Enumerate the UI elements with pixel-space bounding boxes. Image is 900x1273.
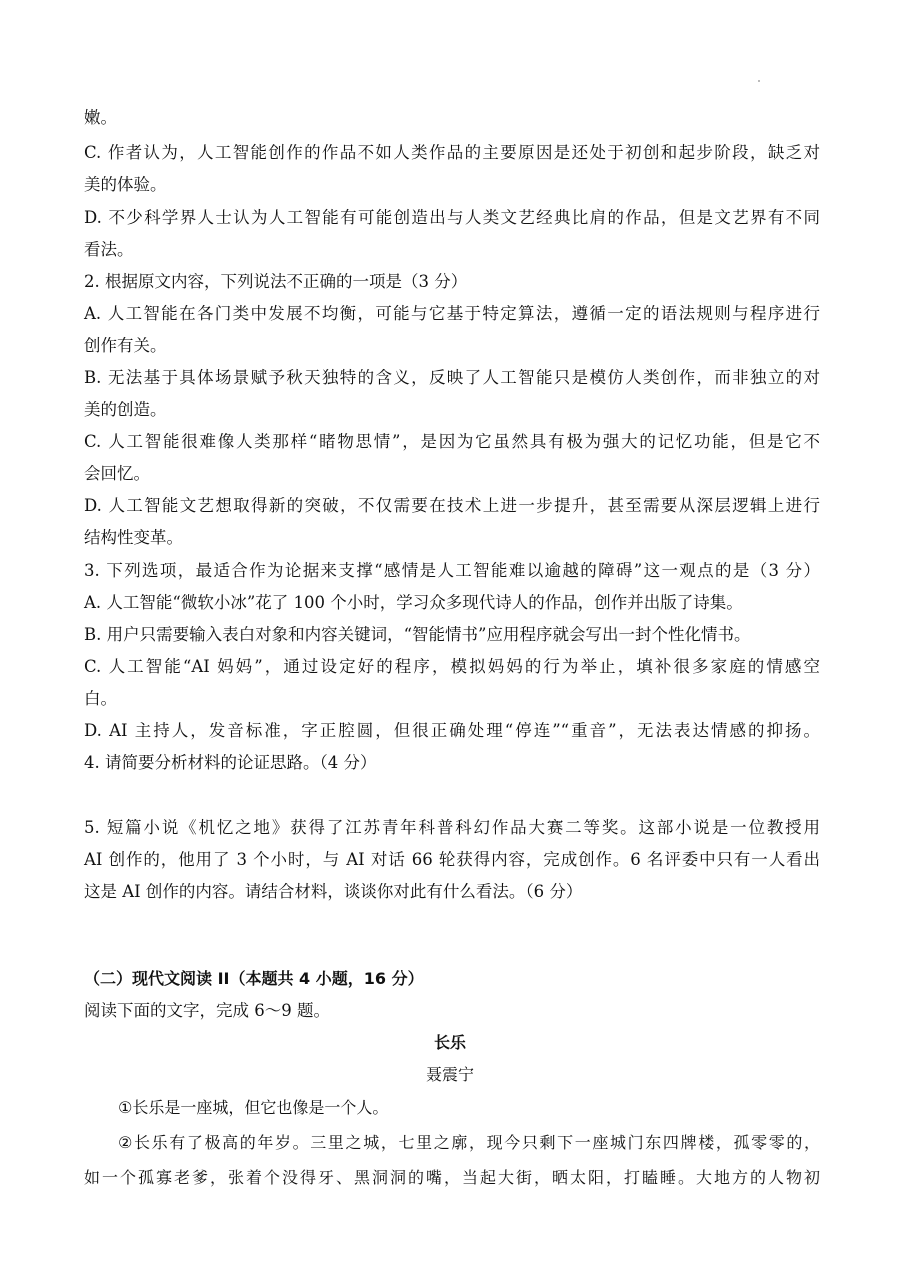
text-line: 嫩。	[84, 108, 117, 127]
option-c-line: C. 作者认为，人工智能创作的作品不如人类作品的主要原因是还处于初创和起步阶段，缺乏对	[84, 143, 820, 162]
text-line: 创作有关。	[84, 336, 167, 355]
text-line: 结构性变革。	[84, 528, 183, 547]
q3-option-a: A. 人工智能“微软小冰”花了 100 个小时，学习众多现代诗人的作品，创作并出版了诗集。	[84, 593, 743, 612]
section-instruction: 阅读下面的文字，完成 6～9 题。	[84, 1001, 330, 1020]
question-5-line: AI 创作的，他用了 3 个小时，与 AI 对话 66 轮获得内容，完成创作。6 名评委中只有一人看出	[84, 850, 820, 869]
q3-option-c-line: C. 人工智能“AI 妈妈”，通过设定好的程序，模拟妈妈的行为举止，填补很多家庭的情感空	[84, 657, 820, 676]
q3-option-b: B. 用户只需要输入表白对象和内容关键词，“智能情书”应用程序就会写出一封个性化情书。	[84, 625, 751, 644]
q2-option-c-line: C. 人工智能很难像人类那样“睹物思情”，是因为它虽然具有极为强大的记忆功能，但是它不	[84, 432, 820, 451]
text-line: 美的体验。	[84, 175, 167, 194]
question-2: 2. 根据原文内容，下列说法不正确的一项是（3 分）	[84, 272, 468, 291]
option-d-line: D. 不少科学界人士认为人工智能有可能创造出与人类文艺经典比肩的作品，但是文艺界有不同	[84, 208, 820, 227]
text-line: 美的创造。	[84, 400, 167, 419]
q2-option-a-line: A. 人工智能在各门类中发展不均衡，可能与它基于特定算法，遵循一定的语法规则与程序进行	[84, 304, 820, 323]
question-4: 4. 请简要分析材料的论证思路。（4 分）	[84, 753, 377, 772]
q3-option-d: D. AI 主持人，发音标准，字正腔圆，但很正确处理“停连”“重音”，无法表达情感的抑扬。	[84, 721, 820, 740]
text-line: 会回忆。	[84, 464, 150, 483]
section-heading: （二）现代文阅读 II（本题共 4 小题，16 分）	[84, 969, 424, 988]
q2-option-d-line: D. 人工智能文艺想取得新的突破，不仅需要在技术上进一步提升，甚至需要从深层逻辑上进行	[84, 496, 820, 515]
question-5-line: 5. 短篇小说《机忆之地》获得了江苏青年科普科幻作品大赛二等奖。这部小说是一位教授用	[84, 818, 820, 837]
question-3: 3. 下列选项，最适合作为论据来支撑“感情是人工智能难以逾越的障碍”这一观点的是（3 分）	[84, 561, 820, 580]
story-paragraph-2-line: ②长乐有了极高的年岁。三里之城，七里之廓，现今只剩下一座城门东四牌楼，孤零零的，	[118, 1133, 820, 1152]
question-5-line: 这是 AI 创作的内容。请结合材料，谈谈你对此有什么看法。（6 分）	[84, 882, 583, 901]
q2-option-b-line: B. 无法基于具体场景赋予秋天独特的含义，反映了人工智能只是模仿人类创作，而非独立的对	[84, 368, 820, 387]
text-line: 白。	[84, 689, 117, 708]
story-paragraph-2-line: 如一个孤寡老爹，张着个没得牙、黑洞洞的嘴，当起大街，晒太阳，打瞌睡。大地方的人物初	[84, 1168, 820, 1187]
story-paragraph-1: ①长乐是一座城，但它也像是一个人。	[118, 1098, 389, 1117]
story-author: 聂震宁	[425, 1065, 474, 1084]
text-line: 看法。	[84, 240, 134, 259]
story-title: 长乐	[433, 1033, 466, 1052]
scan-speck	[758, 80, 760, 82]
